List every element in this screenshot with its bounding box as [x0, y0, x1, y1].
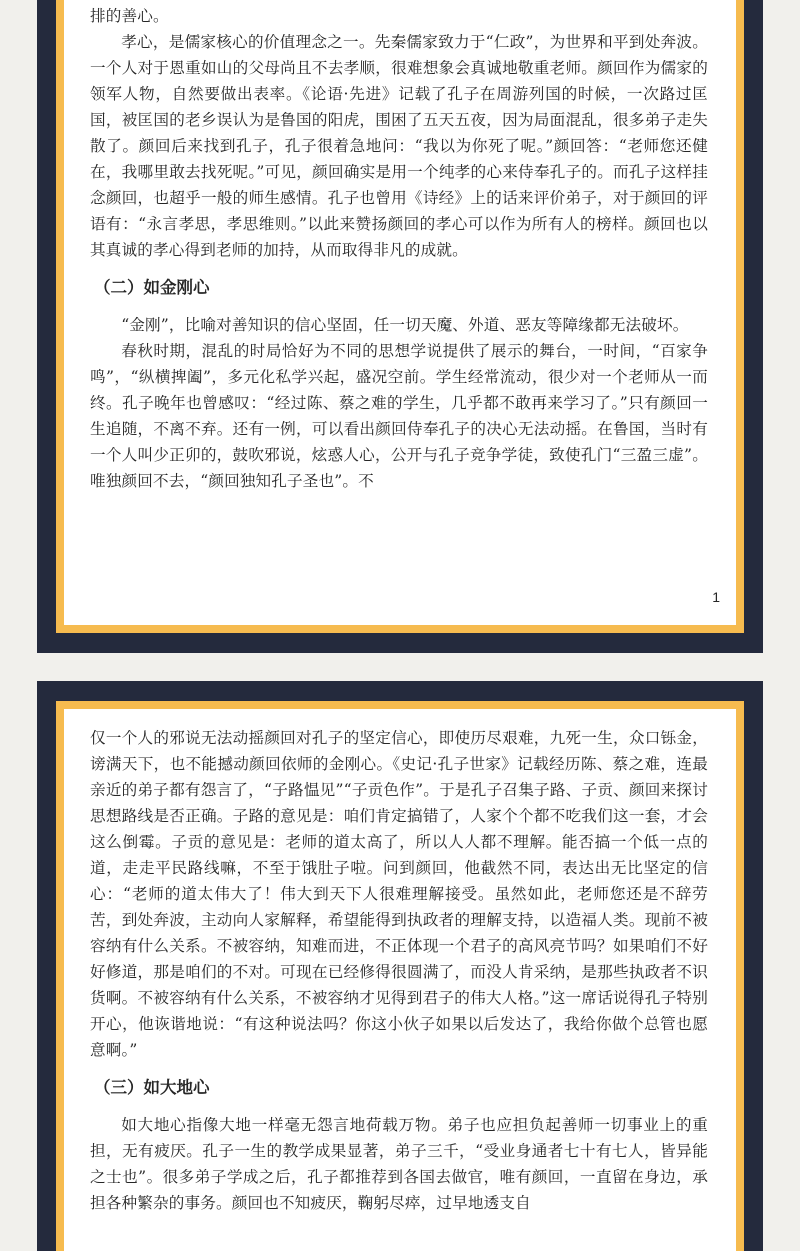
page-paper-2: [64, 709, 736, 1251]
page-card-2: [37, 681, 763, 1251]
page-number: 1: [712, 589, 720, 605]
page-frame-2: [56, 701, 744, 1251]
paragraph: 如大地心指像大地一样毫无怨言地荷载万物。弟子也应担负起善师一切事业上的重担，无有疲厌。孔子一生的教学成果显著，弟子三千，“受业身通者七十有七人，皆异能之士也”。很多弟子学成之后，孔子都推荐到各国去做官，唯有颜回，一直留在身边，承担各种繁杂的事务。颜回也不知疲厌，鞠躬尽瘁，过早地透支自: [90, 1116, 708, 1212]
page-frame-1: [56, 0, 744, 633]
paragraph: 排的善心。: [90, 7, 169, 25]
paragraph: 孝心，是儒家核心的价值理念之一。先秦儒家致力于“仁政”，为世界和平到处奔波。一个人对于恩重如山的父母尚且不去孝顺，很难想象会真诚地敬重老师。颜回作为儒家的领军人物，自然要做出表率。《论语·先进》记载了孔子在周游列国的时候，一次路过匡国，被匡国的老乡误认为是鲁国的阳虎，围困了五天五夜，因为局面混乱，很多弟子走失散了。颜回后来找到孔子，孔子很着急地问：“我以为你死了呢。”颜回答：“老师您还健在，我哪里敢去找死呢。”可见，颜回确实是用一个纯孝的心来侍奉孔子的。而孔子这样挂念颜回，也超乎一般的师生感情。孔子也曾用《诗经》上的话来评价弟子，对于颜回的评语有：“永言孝思，孝思维则。”以此来赞扬颜回的孝心可以作为所有人的榜样。颜回也以其真诚的孝心得到老师的加持，从而取得非凡的成就。: [90, 33, 708, 259]
page-paper-1: [64, 0, 736, 625]
section-heading: （三）如大地心: [94, 1078, 210, 1097]
paragraph: “金刚”，比喻对善知识的信心坚固，任一切天魔、外道、恶友等障缘都无法破坏。: [121, 316, 689, 334]
paragraph: 仅一个人的邪说无法动摇颜回对孔子的坚定信心，即使历尽艰难，九死一生，众口铄金，谤满天下，也不能撼动颜回依师的金刚心。《史记·孔子世家》记载经历陈、蔡之难，连最亲近的弟子都有怨言了，“子路愠见”“子贡色作”。于是孔子召集子路、子贡、颜回来探讨思想路线是否正确。子路的意见是：咱们肯定搞错了，人家个个都不吃我们这一套，才会这么倒霉。子贡的意见是：老师的道太高了，所以人人都不理解。能否搞一个低一点的道，走走平民路线嘛，不至于饿肚子啦。问到颜回，他截然不同，表达出无比坚定的信心：“老师的道太伟大了！伟大到天下人很难理解接受。虽然如此，老师您还是不辞劳苦，到处奔波，主动向人家解释，希望能得到执政者的理解支持，以造福人类。现前不被容纳有什么关系。不被容纳，知难而进，不正体现一个君子的高风亮节吗？如果咱们不好好修道，那是咱们的不对。可现在已经修得很圆满了，而没人肯采纳，是那些执政者不识货啊。不被容纳有什么关系，不被容纳才见得到君子的伟大人格。”这一席话说得孔子特别开心，他诙谐地说：“有这种说法吗？你这小伙子如果以后发达了，我给你做个总管也愿意啊。”: [90, 729, 708, 1059]
section-heading: （二）如金刚心: [94, 278, 210, 297]
page-card-1: [37, 0, 763, 653]
paragraph: 春秋时期，混乱的时局恰好为不同的思想学说提供了展示的舞台，一时间，“百家争鸣”，“纵横捭阖”，多元化私学兴起，盛况空前。学生经常流动，很少对一个老师从一而终。孔子晚年也曾感叹：“经过陈、蔡之难的学生，几乎都不敢再来学习了。”只有颜回一生追随，不离不弃。还有一例，可以看出颜回侍奉孔子的决心无法动摇。在鲁国，当时有一个人叫少正卯的，鼓吹邪说，炫惑人心，公开与孔子竞争学徒，致使孔门“三盈三虚”。唯独颜回不去，“颜回独知孔子圣也”。不: [90, 342, 708, 490]
